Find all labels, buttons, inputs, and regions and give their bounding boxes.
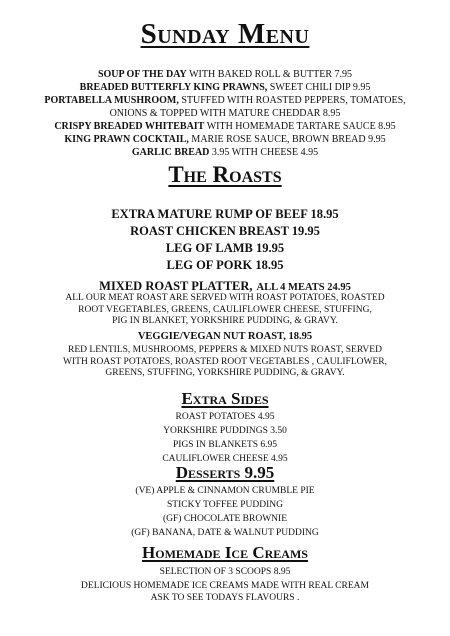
side-item: ROAST POTATOES 4.95: [175, 412, 275, 422]
roasts-list: [20, 206, 430, 274]
roast-note: [20, 293, 430, 328]
sides-heading: Extra Sides: [181, 389, 269, 408]
roast-item: ROAST CHICKEN BREAST 19.95: [130, 224, 320, 238]
dessert-item: (VE) APPLE & CINNAMON CRUMBLE PIE: [135, 486, 315, 496]
dessert-item: (GF) BANANA, DATE & WALNUT PUDDING: [131, 528, 319, 538]
side-item: CAULIFLOWER CHEESE 4.95: [162, 454, 288, 464]
roast-note-line: ALL OUR MEAT ROAST ARE SERVED WITH ROAST POTATOES, ROASTED: [65, 293, 385, 303]
ice-cream-line: DELICIOUS HOMEMADE ICE CREAMS MADE WITH REAL CREAM: [81, 581, 369, 591]
ice-cream-line: SELECTION OF 3 SCOOPS 8.95: [159, 567, 291, 577]
roast-note-line: PIG IN BLANKET, YORKSHIRE PUDDING, & GRAVY.: [112, 316, 338, 326]
dessert-item: (GF) CHOCOLATE BROWNIE: [162, 514, 288, 524]
veg-name: VEGGIE/VEGAN NUT ROAST, 18.95: [137, 331, 313, 342]
roast-item: EXTRA MATURE RUMP OF BEEF 18.95: [111, 207, 339, 221]
starter-item: SOUP OF THE DAY WITH BAKED ROLL & BUTTER 7.95: [97, 69, 353, 80]
starter-item: KING PRAWN COCKTAIL, MARIE ROSE SAUCE, BROWN BREAD 9.95: [64, 134, 386, 145]
platter-name: MIXED ROAST PLATTER,: [99, 279, 253, 293]
ice-cream-heading: Homemade Ice Creams: [142, 543, 308, 562]
sides-list: [20, 411, 430, 465]
desserts-list: [20, 485, 430, 539]
veg-line: WITH ROAST POTATOES, ROASTED ROOT VEGETABLES , CAULIFLOWER,: [63, 356, 387, 367]
side-item: PIGS IN BLANKETS 6.95: [173, 440, 277, 450]
starter-item: PORTABELLA MUSHROOM, STUFFED WITH ROASTED PEPPERS, TOMATOES,: [44, 95, 406, 106]
starter-item: CRISPY BREADED WHITEBAIT WITH HOMEMADE TARTARE SAUCE 8.95: [54, 121, 396, 132]
dessert-item: STICKY TOFFEE PUDDING: [167, 500, 283, 510]
ice-cream-list: [20, 566, 430, 604]
roast-note-line: ROOT VEGETABLES, GREENS, CAULIFLOWER CHEESE, STUFFING,: [78, 304, 372, 315]
ice-cream-line: ASK TO SEE TODAYS FLAVOURS .: [150, 593, 300, 603]
starter-item-continued: ONIONS & TOPPED WITH MATURE CHEDDAR 8.95: [109, 108, 341, 119]
side-item: YORKSHIRE PUDDINGS 3.50: [163, 426, 287, 436]
veg-line: GREENS, STUFFING, YORKSHIRE PUDDING, & GRAVY.: [105, 368, 345, 378]
roast-item: LEG OF PORK 18.95: [166, 258, 284, 272]
platter-desc: ALL 4 MEATS 24.95: [256, 282, 351, 293]
roast-item: LEG OF LAMB 19.95: [165, 241, 285, 255]
starter-item: GARLIC BREAD 3.95 WITH CHEESE 4.95: [131, 147, 319, 158]
desserts-heading: Desserts 9.95: [175, 463, 275, 482]
roasts-heading: The Roasts: [168, 162, 282, 187]
starters-list: [20, 68, 430, 159]
veg-line: RED LENTILS, MUSHROOMS, PEPPERS & MIXED NUTS ROAST, SERVED: [68, 345, 382, 355]
starter-item: BREADED BUTTERFLY KING PRAWNS, SWEET CHILI DIP 9.95: [79, 82, 371, 93]
menu-title: Sunday Menu: [140, 18, 310, 50]
veg-section: [20, 330, 430, 380]
